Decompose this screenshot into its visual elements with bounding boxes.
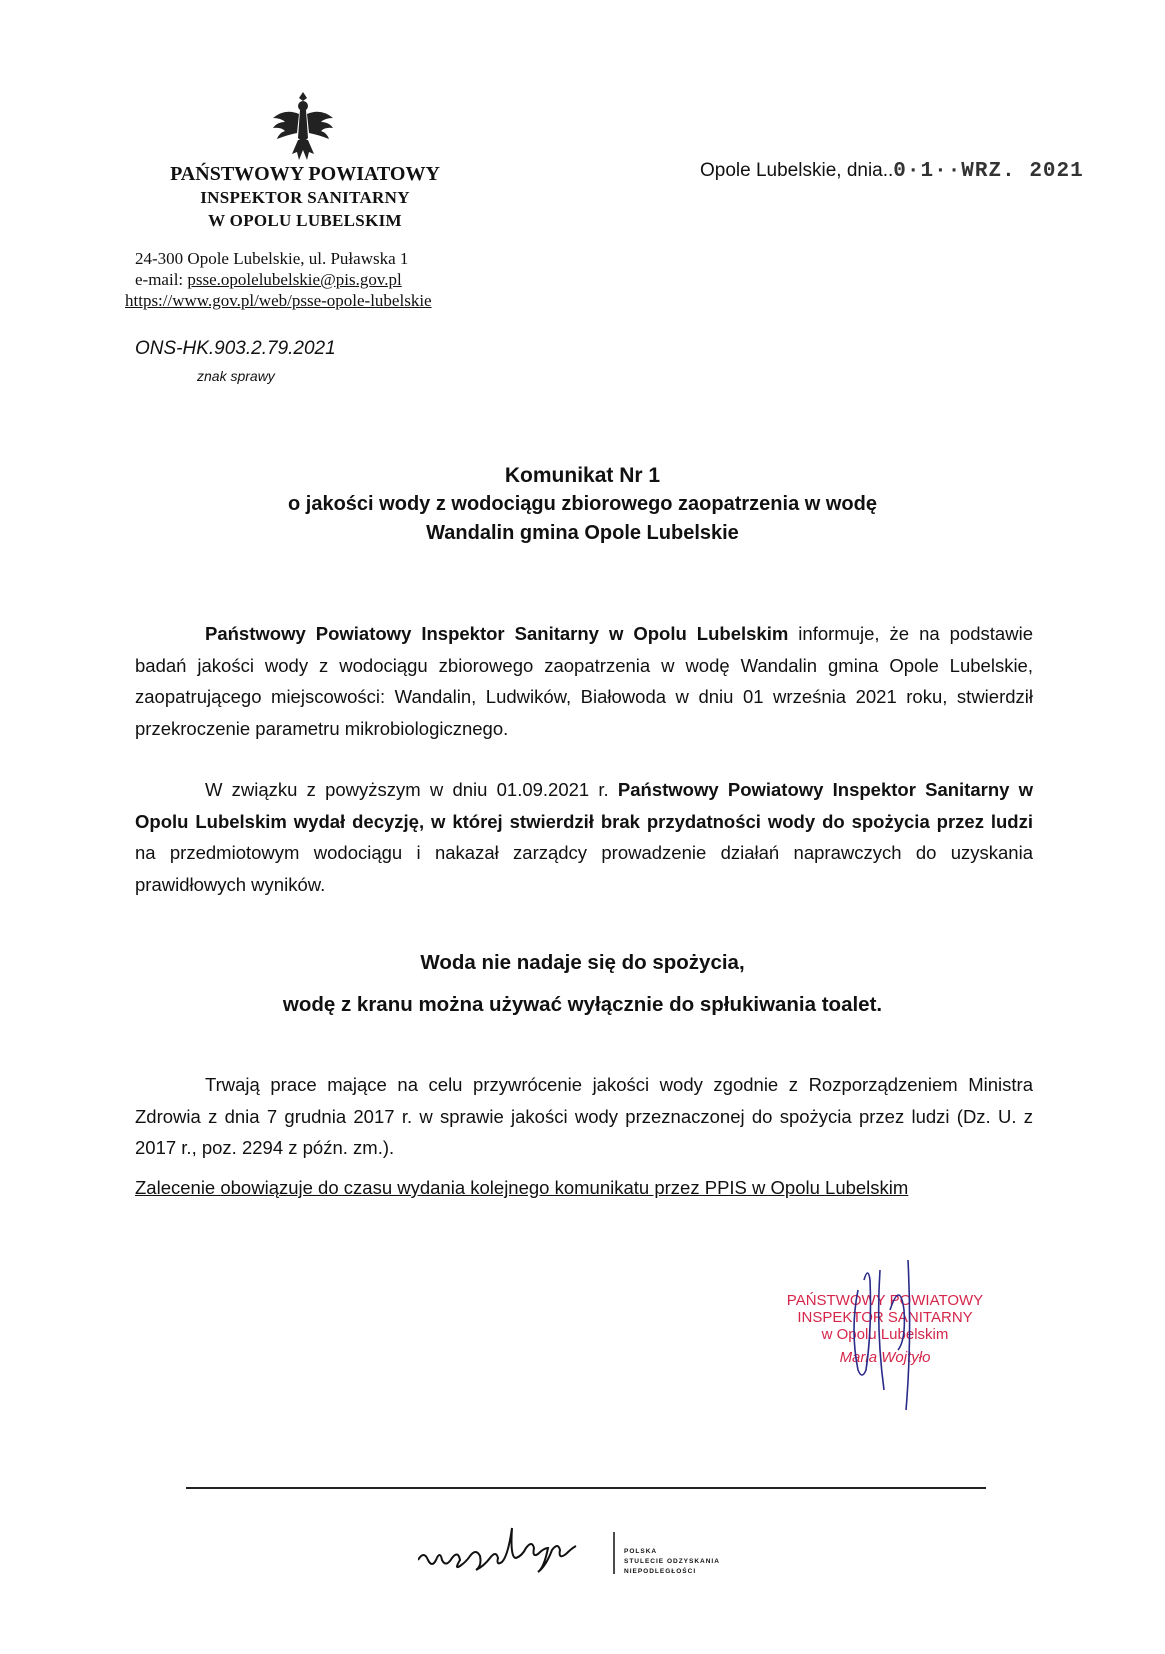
eagle-emblem-icon bbox=[270, 88, 336, 168]
office-address bbox=[125, 248, 432, 311]
document-title: Komunikat Nr 1 bbox=[504, 464, 661, 487]
address-line: 24-300 Opole Lubelskie, ul. Puławska 1 bbox=[135, 249, 409, 268]
logo-line-3: NIEPODLEGŁOŚCI bbox=[624, 1568, 697, 1575]
stamp-line-2: INSPEKTOR SANITARNY bbox=[797, 1309, 973, 1326]
email-link[interactable]: psse.opolelubelskie@pis.gov.pl bbox=[187, 270, 402, 289]
stamp-line-1: PAŃSTWOWY POWIATOWY bbox=[786, 1292, 984, 1309]
date-stamp: 0·1··WRZ. 2021 bbox=[893, 160, 1084, 183]
stamp-signatory-name: Maria Wojtyło bbox=[839, 1349, 931, 1366]
place-date-label: Opole Lubelskie, dnia.. bbox=[700, 160, 894, 181]
document-subtitle-line-2: Wandalin gmina Opole Lubelskie bbox=[426, 522, 739, 544]
office-line-3: W OPOLU LUBELSKIM bbox=[208, 211, 402, 230]
place-date bbox=[700, 160, 1084, 183]
paragraph-decision bbox=[135, 774, 1033, 900]
findings-authority: Państwowy Powiatowy Inspektor Sanitarny w Opolu Lubelskim bbox=[205, 623, 789, 644]
warning-line-1: Woda nie nadaje się do spożycia, bbox=[420, 951, 745, 974]
office-name bbox=[130, 163, 480, 232]
decision-bold: Państwowy Powiatowy Inspektor Sanitarny w Opolu Lubelskim wydał decyzję, w której stwierdził brak przydatności wody do spożycia przez ludzi bbox=[135, 779, 1034, 832]
office-line-1: PAŃSTWOWY POWIATOWY bbox=[170, 163, 440, 185]
case-reference-number: ONS-HK.903.2.79.2021 bbox=[135, 338, 336, 359]
decision-text-2: na przedmiotowym wodociągu i nakazał zarządcy prowadzenie działań naprawczych do uzyskania prawidłowych wyników. bbox=[135, 842, 1033, 895]
email-label: e-mail: bbox=[135, 270, 188, 289]
case-reference-label: znak sprawy bbox=[197, 368, 275, 384]
footer-divider bbox=[186, 1487, 986, 1489]
paragraph-findings bbox=[135, 618, 1033, 744]
findings-text: informuje, że na podstawie badań jakości wody z wodociągu zbiorowego zaopatrzenia w wodę Wandalin gmina Opole Lubelskie, zaopatrującego miejscowości: Wandalin, Ludwików, Białowoda w dniu 01 września 2021 roku, stwierdził przekroczenie parametru mikrobiologicznego. bbox=[135, 623, 1033, 739]
stamp-line-3: w Opolu Lubelskim bbox=[821, 1326, 949, 1343]
email-line bbox=[135, 269, 432, 290]
validity-notice: Zalecenie obowiązuje do czasu wydania kolejnego komunikatu przez PPIS w Opolu Lubelskim bbox=[135, 1177, 909, 1198]
handwritten-signature bbox=[830, 1250, 980, 1420]
warning-line-2: wodę z kranu można używać wyłącznie do spłukiwania toalet. bbox=[282, 993, 883, 1016]
logo-caption bbox=[624, 1547, 720, 1577]
logo-line-1: POLSKA bbox=[624, 1548, 658, 1555]
logo-line-2: STULECIE ODZYSKANIA bbox=[624, 1558, 720, 1565]
paragraph-remediation: Trwają prace mające na celu przywrócenie jakości wody zgodnie z Rozporządzeniem Ministra Zdrowia z dnia 7 grudnia 2017 r. w sprawie jakości wody przeznaczonej do spożycia przez ludzi (Dz. U. z 2017 r., poz. 2294 z późn. zm.). bbox=[135, 1074, 1033, 1158]
website-link[interactable]: https://www.gov.pl/web/psse-opole-lubelskie bbox=[125, 291, 432, 310]
office-line-2: INSPEKTOR SANITARNY bbox=[200, 188, 410, 207]
decision-text-1: W związku z powyższym w dniu 01.09.2021 r. bbox=[205, 779, 618, 800]
document-subtitle-line-1: o jakości wody z wodociągu zbiorowego zaopatrzenia w wodę bbox=[288, 493, 877, 515]
